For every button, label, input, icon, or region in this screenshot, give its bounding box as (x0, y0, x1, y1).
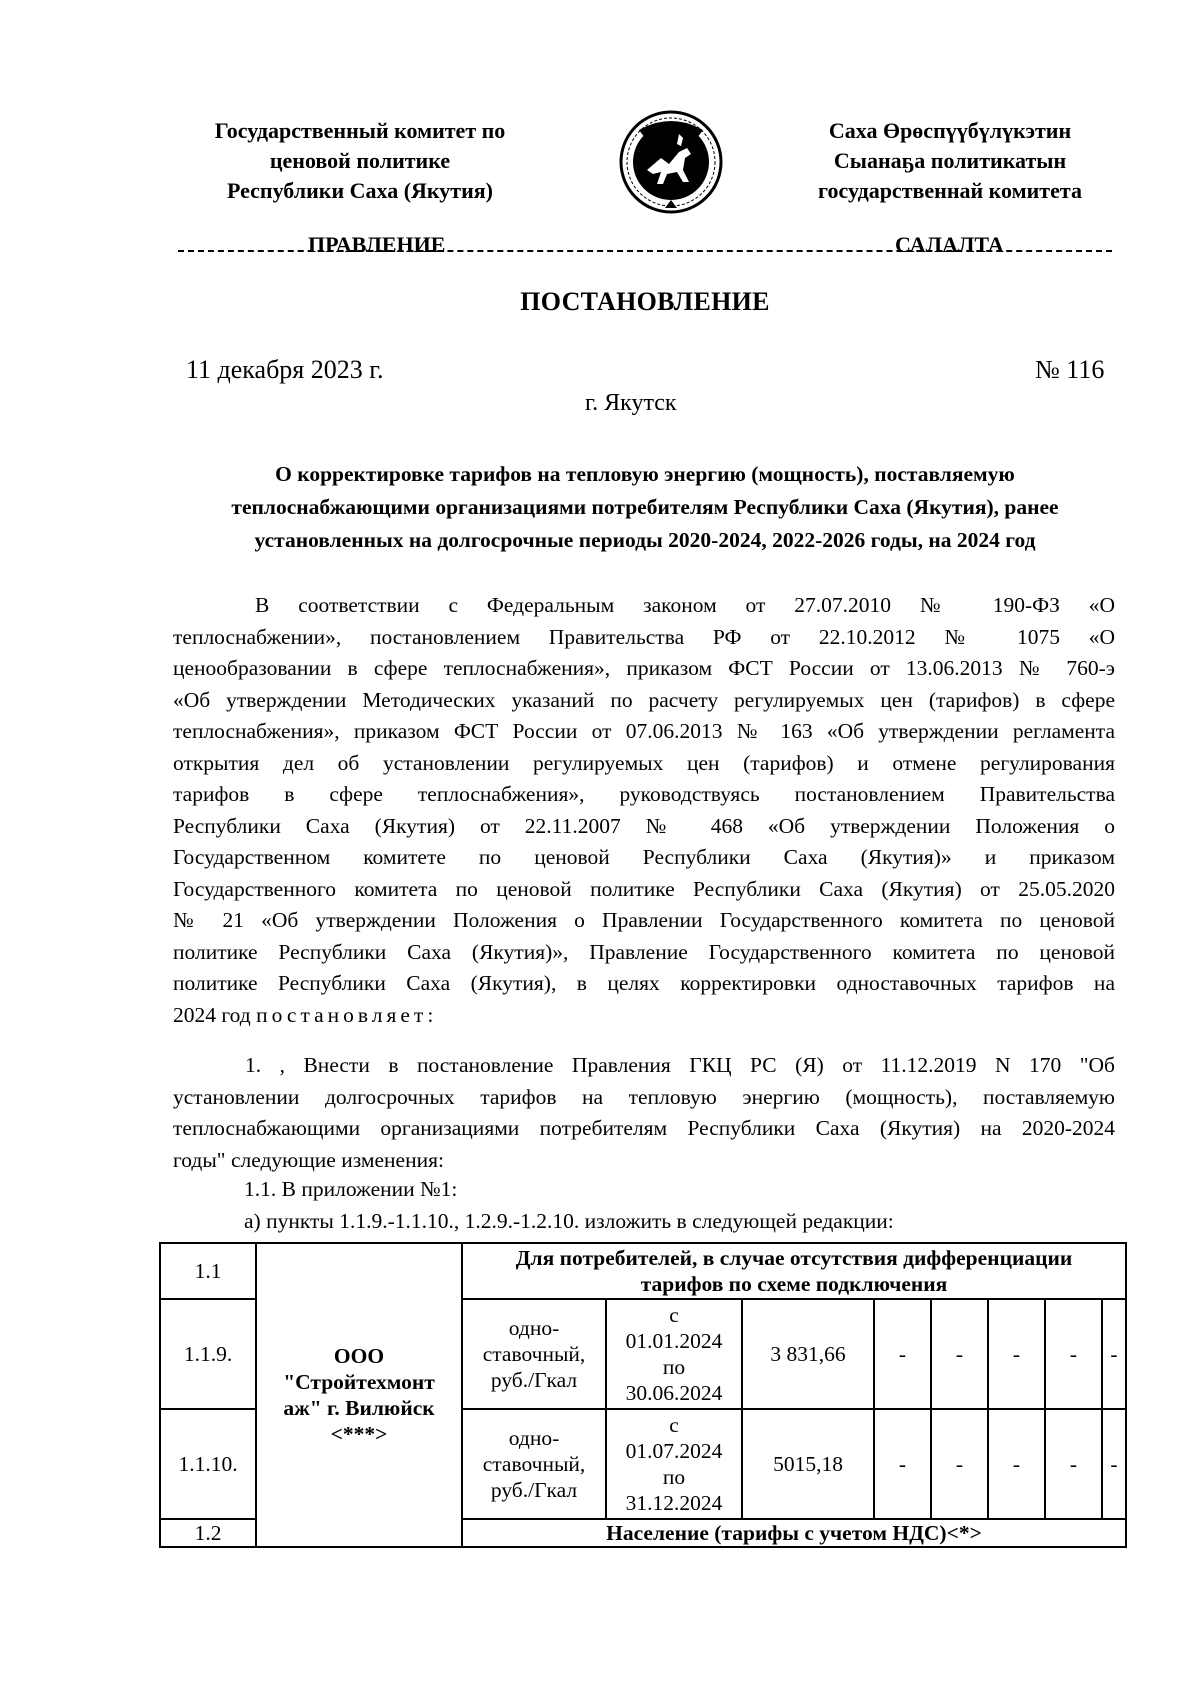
resolution-word: постановляет: (256, 1002, 438, 1027)
subject-line: теплоснабжающими организациями потребителям Республики Саха (Якутия), ранее (231, 495, 1059, 519)
table-cell-dash: - (1045, 1299, 1102, 1409)
document-city: г. Якутск (585, 390, 677, 416)
paragraph-line: теплоснабжении», постановлением Правительства РФ от 22.10.2012 № 1075 «О (173, 624, 1115, 649)
table-cell-num: 1.1.9. (160, 1299, 256, 1409)
paragraph-line: ценообразовании в сфере теплоснабжения», приказом ФСТ России от 13.06.2013 № 760-э (173, 656, 1115, 680)
document-title: ПОСТАНОВЛЕНИЕ (520, 287, 770, 316)
table-cell-tariff-value: 3 831,66 (742, 1299, 874, 1409)
table-cell-period (606, 1299, 742, 1409)
table-row (160, 1243, 1126, 1299)
org-line: ООО (333, 1344, 385, 1368)
amendment-paragraph (173, 1050, 1115, 1176)
paragraph-last-line (173, 1000, 1115, 1032)
type-line: ставочный, (482, 1452, 586, 1476)
header-left-line: ценовой политике (269, 148, 451, 173)
table-cell-num: 1.1.10. (160, 1409, 256, 1519)
header-right-authority (790, 116, 1110, 206)
header-right-line: Саха Өрөспүүбүлүкэтин (828, 118, 1072, 143)
period-line: 31.12.2024 (625, 1491, 723, 1515)
paragraph-line: политике Республики Саха (Якутия), в целях корректировки одноставочных тарифов на (173, 971, 1115, 995)
paragraph-line: теплоснабжения», приказом ФСТ России от 07.06.2013 № 163 «Об утверждении регламента (173, 719, 1115, 743)
table-cell-dash: - (1102, 1299, 1126, 1409)
paragraph-line: Государственном комитете по ценовой Республики Саха (Якутия)» и приказом (173, 845, 1115, 869)
table-cell-type (462, 1409, 606, 1519)
table-cell-tariff-value: 5015,18 (742, 1409, 874, 1519)
period-line: 01.01.2024 (625, 1329, 723, 1353)
table-cell-period (606, 1409, 742, 1519)
header-left-subtitle: ПРАВЛЕНИЕ (308, 232, 446, 257)
type-line: одно- (508, 1316, 560, 1340)
subject-line: установленных на долгосрочные периоды 2020-2024, 2022-2026 годы, на 2024 год (254, 528, 1036, 552)
header-left-line: Республики Саха (Якутия) (226, 178, 494, 203)
coat-of-arms-emblem-icon (617, 108, 725, 216)
table-cell-dash: - (988, 1409, 1045, 1519)
period-line: 30.06.2024 (625, 1381, 723, 1405)
paragraph-line: политике Республики Саха (Якутия)», Правление Государственного комитета по ценовой (173, 939, 1115, 964)
header-right-line: государственнай комитета (818, 178, 1082, 203)
header-right-line: Сыанаҕа политикатын (833, 148, 1067, 173)
subject-line: О корректировке тарифов на тепловую энергию (мощность), поставляемую (275, 462, 1015, 486)
table-cell-dash: - (874, 1299, 931, 1409)
paragraph-line: В соответствии с Федеральным законом от 27.07.2010 № 190-ФЗ «О (255, 593, 1115, 617)
paragraph-line: «Об утверждении Методических указаний по расчету регулируемых цен (тарифов) в сфере (173, 687, 1115, 712)
org-line: <***> (330, 1422, 388, 1446)
paragraph-line: Республики Саха (Якутия) от 22.11.2007 № 468 «Об утверждении Положения о (173, 813, 1115, 838)
table-cell-dash: - (931, 1299, 988, 1409)
org-line: аж" г. Вилюйск (283, 1396, 435, 1420)
preamble-paragraph (173, 590, 1115, 1031)
type-line: руб./Гкал (490, 1368, 578, 1392)
table-cell-dash: - (931, 1409, 988, 1519)
table-cell-num: 1.2 (160, 1519, 256, 1547)
clause-paragraph: а) пункты 1.1.9.-1.1.10., 1.2.9.-1.2.10. изложить в следующей редакции: (244, 1209, 894, 1233)
period-line: по (662, 1465, 686, 1489)
type-line: одно- (508, 1426, 560, 1450)
paragraph-line: теплоснабжающими организациями потребителям Республики Саха (Якутия) на 2020-2024 (173, 1116, 1115, 1140)
period-line: по (662, 1355, 686, 1379)
period-line: с (669, 1413, 679, 1437)
header-left-authority (200, 116, 520, 206)
period-line: с (669, 1303, 679, 1327)
heading-line: Для потребителей, в случае отсутствия дифференциации (515, 1246, 1073, 1270)
table-cell-type (462, 1299, 606, 1409)
table-cell-dash: - (1102, 1409, 1126, 1519)
table-cell-dash: - (1045, 1409, 1102, 1519)
table-cell-organization (256, 1243, 462, 1547)
header-left-line: Государственный комитет по (214, 118, 506, 143)
paragraph-line: 1. , Внести в постановление Правления ГКЦ РС (Я) от 11.12.2019 N 170 "Об (245, 1053, 1115, 1077)
paragraph-line: годы" следующие изменения: (173, 1147, 444, 1172)
type-line: ставочный, (482, 1342, 586, 1366)
dashed-divider (178, 250, 1112, 252)
table-cell-heading: Население (тарифы с учетом НДС)<*> (462, 1519, 1126, 1547)
paragraph-line: № 21 «Об утверждении Положения о Правлении Государственного комитета по ценовой (173, 908, 1115, 932)
document-date: 11 декабря 2023 г. (186, 355, 384, 384)
document-subject (175, 458, 1115, 557)
paragraph-line: Государственного комитета по ценовой политике Республики Саха (Якутия) от 25.05.2020 (173, 876, 1115, 901)
table-cell-dash: - (988, 1299, 1045, 1409)
paragraph-line: тарифов в сфере теплоснабжения», руководствуясь постановлением Правительства (173, 782, 1115, 806)
paragraph-line: установлении долгосрочных тарифов на тепловую энергию (мощность), поставляемую (173, 1084, 1115, 1109)
emblem-svg (617, 108, 725, 216)
table-cell-heading (462, 1243, 1126, 1299)
table-cell-num: 1.1 (160, 1243, 256, 1299)
document-number: № 116 (1035, 355, 1105, 384)
org-line: "Стройтехмонт (283, 1370, 435, 1394)
clause-paragraph: 1.1. В приложении №1: (244, 1177, 458, 1201)
period-line: 01.07.2024 (625, 1439, 723, 1463)
header-right-subtitle: САЛАЛТА (895, 232, 1004, 257)
table-cell-dash: - (874, 1409, 931, 1519)
heading-line: тарифов по схеме подключения (640, 1272, 948, 1296)
paragraph-line: открытия дел об установлении регулируемых цен (тарифов) и отмене регулирования (173, 750, 1115, 775)
paragraph-text: 2024 год (173, 1002, 257, 1027)
type-line: руб./Гкал (490, 1478, 578, 1502)
tariff-table (159, 1242, 1127, 1548)
